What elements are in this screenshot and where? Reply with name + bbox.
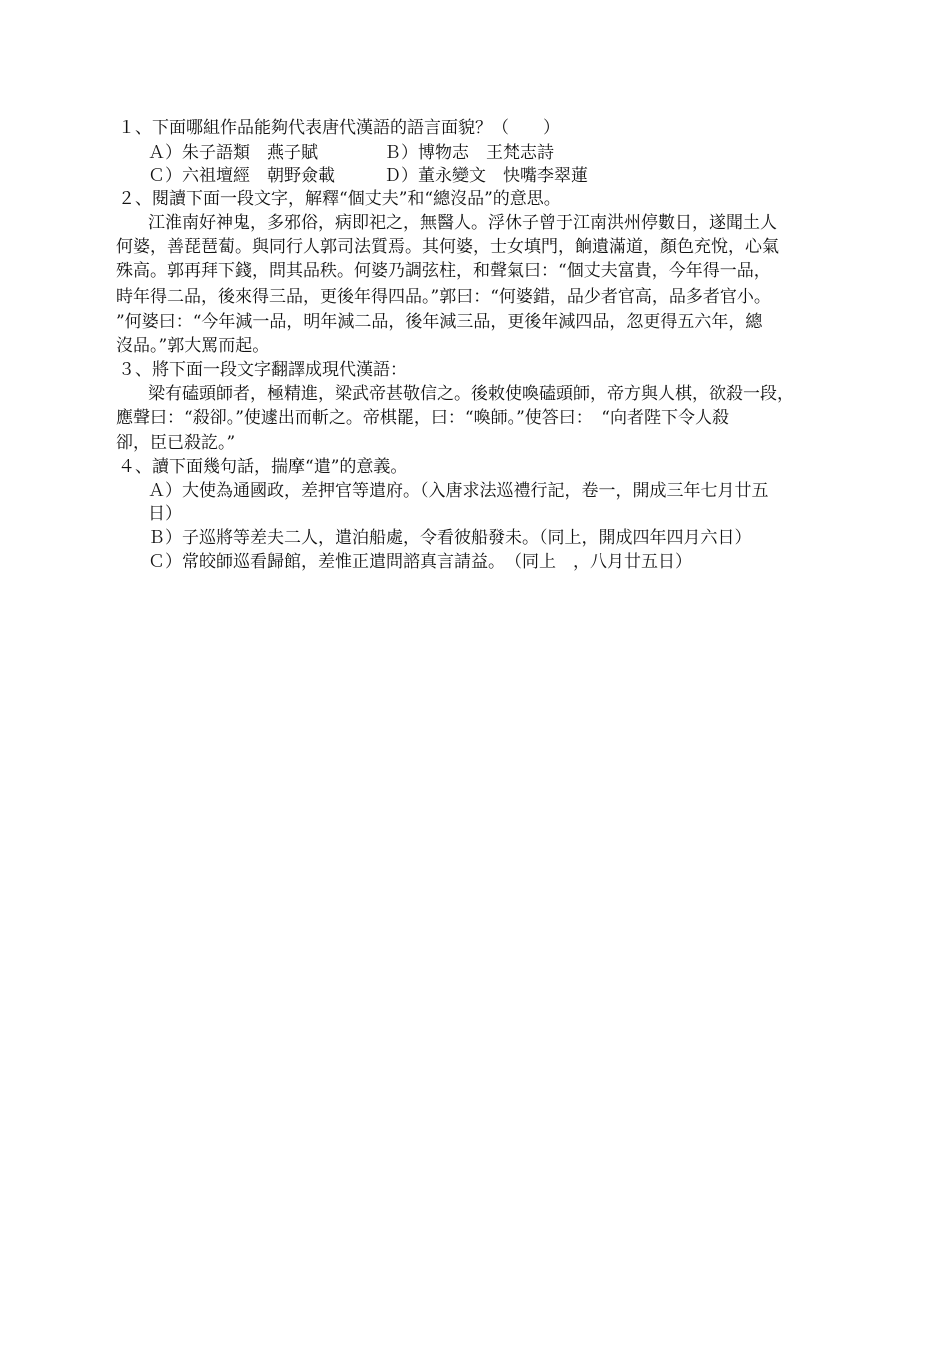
question-4-item-b: Ｂ）子巡將等差夫二人，遣泊船處，令看彼船發未。（同上，開成四年四月六日） bbox=[148, 528, 752, 548]
question-3-passage-line: 卻，臣已殺訖。” bbox=[116, 433, 236, 453]
question-4-text: ４、讀下面幾句話，揣摩“遣”的意義。 bbox=[118, 457, 408, 477]
question-1-option-c: Ｃ）六祖壇經 朝野僉載 bbox=[148, 166, 335, 186]
question-1-option-d: Ｄ）董永變文 快嘴李翠蓮 bbox=[384, 166, 588, 186]
question-1-option-b: Ｂ）博物志 王梵志詩 bbox=[384, 143, 554, 163]
question-2-text: ２、閱讀下面一段文字，解釋“個丈夫”和“總沒品”的意思。 bbox=[118, 189, 561, 209]
question-1-option-a: Ａ）朱子語類 燕子賦 bbox=[148, 143, 318, 163]
question-2-passage-line: 殊高。郭再拜下錢，問其品秩。何婆乃調弦柱，和聲氣曰：“個丈夫富貴，今年得一品， bbox=[116, 261, 771, 281]
question-3-passage-line: 應聲曰：“殺卻。”使遽出而斬之。帝棋罷，曰：“喚師。”使答曰： “向者陛下令人殺 bbox=[116, 408, 729, 428]
question-2-passage-line: ”何婆曰：“今年減一品，明年減二品，後年減三品，更後年減四品，忽更得五六年，總 bbox=[116, 312, 763, 332]
question-3-passage-line: 梁有磕頭師者，極精進，梁武帝甚敬信之。後敕使喚磕頭師，帝方與人棋，欲殺一段， bbox=[148, 384, 794, 404]
question-4-item-a: Ａ）大使為通國政，差押官等遣府。（入唐求法巡禮行記，卷一，開成三年七月廿五 bbox=[148, 481, 769, 501]
question-1-text: １、下面哪組作品能夠代表唐代漢語的語言面貌？（ ） bbox=[118, 118, 560, 138]
question-2-passage-line: 江淮南好神鬼，多邪俗，病即祀之，無醫人。浮休子曾于江南洪州停數日，遂聞土人 bbox=[148, 213, 777, 233]
question-3-text: ３、將下面一段文字翻譯成現代漢語： bbox=[118, 360, 407, 380]
question-2-passage-line: 沒品。”郭大罵而起。 bbox=[116, 336, 270, 356]
question-2-passage-line: 何婆，善琵琶蔔。與同行人郭司法質焉。其何婆，士女填門，餉遺滿道，顏色充悅，心氣 bbox=[116, 237, 779, 257]
question-4-item-c: Ｃ）常皎師巡看歸館，差惟正遣問諮真言請益。 （同上 ，八月廿五日） bbox=[148, 552, 692, 572]
question-2-passage-line: 時年得二品，後來得三品，更後年得四品。”郭曰：“何婆錯，品少者官高，品多者官小。 bbox=[116, 287, 771, 307]
question-4-item-a-continuation: 日） bbox=[148, 504, 182, 524]
